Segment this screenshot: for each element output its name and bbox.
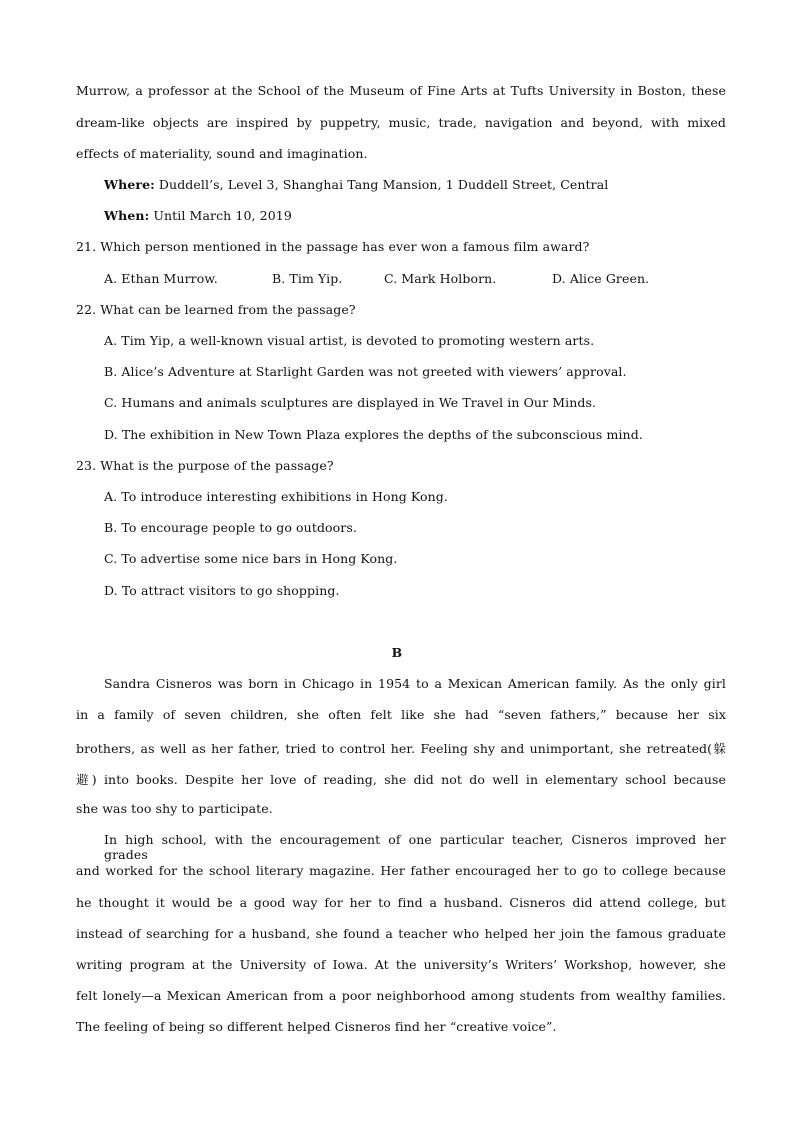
q22-stem: 22. What can be learned from the passage?: [76, 302, 356, 317]
where-line: [104, 177, 608, 192]
intro-line-1: Murrow, a professor at the School of the Museum of Fine Arts at Tufts University in Boston, these: [76, 83, 726, 98]
para1-line-1: Sandra Cisneros was born in Chicago in 1954 to a Mexican American family. As the only girl: [104, 676, 726, 691]
para1-line-5: she was too shy to participate.: [76, 801, 273, 816]
q21-option-a: A. Ethan Murrow.: [104, 271, 218, 286]
para2-line-6: felt lonely—a Mexican American from a poor neighborhood among students from wealthy families.: [76, 988, 726, 1003]
when-line: [104, 208, 292, 223]
para2-line-2: and worked for the school literary magazine. Her father encouraged her to go to college because: [76, 863, 726, 878]
q23-stem: 23. What is the purpose of the passage?: [76, 458, 334, 473]
q22-option-d: D. The exhibition in New Town Plaza explores the depths of the subconscious mind.: [104, 427, 643, 442]
q23-option-b: B. To encourage people to go outdoors.: [104, 520, 357, 535]
when-value: Until March 10, 2019: [153, 208, 292, 223]
section-heading: B: [391, 645, 403, 660]
intro-line-3: effects of materiality, sound and imagination.: [76, 146, 368, 161]
para2-line-3: he thought it would be a good way for her to find a husband. Cisneros did attend college, but: [76, 895, 726, 910]
q22-option-a: A. Tim Yip, a well-known visual artist, is devoted to promoting western arts.: [104, 333, 595, 348]
q23-option-a: A. To introduce interesting exhibitions in Hong Kong.: [104, 489, 448, 504]
q21-stem: 21. Which person mentioned in the passage has ever won a famous film award?: [76, 239, 590, 254]
q23-option-c: C. To advertise some nice bars in Hong Kong.: [104, 551, 398, 566]
para2-line-1: In high school, with the encouragement of one particular teacher, Cisneros improved her grades: [104, 832, 726, 862]
para2-line-5: writing program at the University of Iowa. At the university’s Writers’ Workshop, however, she: [76, 957, 726, 972]
q21-option-d: D. Alice Green.: [552, 271, 650, 286]
q21-option-c: C. Mark Holborn.: [384, 271, 497, 286]
intro-line-2: dream-like objects are inspired by puppetry, music, trade, navigation and beyond, with mixed: [76, 115, 726, 130]
q21-option-b: B. Tim Yip.: [272, 271, 343, 286]
where-label: Where:: [104, 177, 155, 192]
when-label: When:: [104, 208, 150, 223]
para1-line-3: brothers, as well as her father, tried to control her. Feeling shy and unimportant, she retreated(躲: [76, 741, 726, 756]
para2-line-7: The feeling of being so different helped Cisneros find her “creative voice”.: [76, 1019, 557, 1034]
para2-line-4: instead of searching for a husband, she found a teacher who helped her join the famous graduate: [76, 926, 726, 941]
where-value: Duddell’s, Level 3, Shanghai Tang Mansion, 1 Duddell Street, Central: [158, 177, 609, 192]
q22-option-c: C. Humans and animals sculptures are displayed in We Travel in Our Minds.: [104, 395, 597, 410]
q22-option-b: B. Alice’s Adventure at Starlight Garden was not greeted with viewers’ approval.: [104, 364, 627, 379]
para1-line-4: 避) into books. Despite her love of reading, she did not do well in elementary school because: [76, 772, 726, 787]
q23-option-d: D. To attract visitors to go shopping.: [104, 583, 340, 598]
para1-line-2: in a family of seven children, she often felt like she had “seven fathers,” because her six: [76, 707, 726, 722]
